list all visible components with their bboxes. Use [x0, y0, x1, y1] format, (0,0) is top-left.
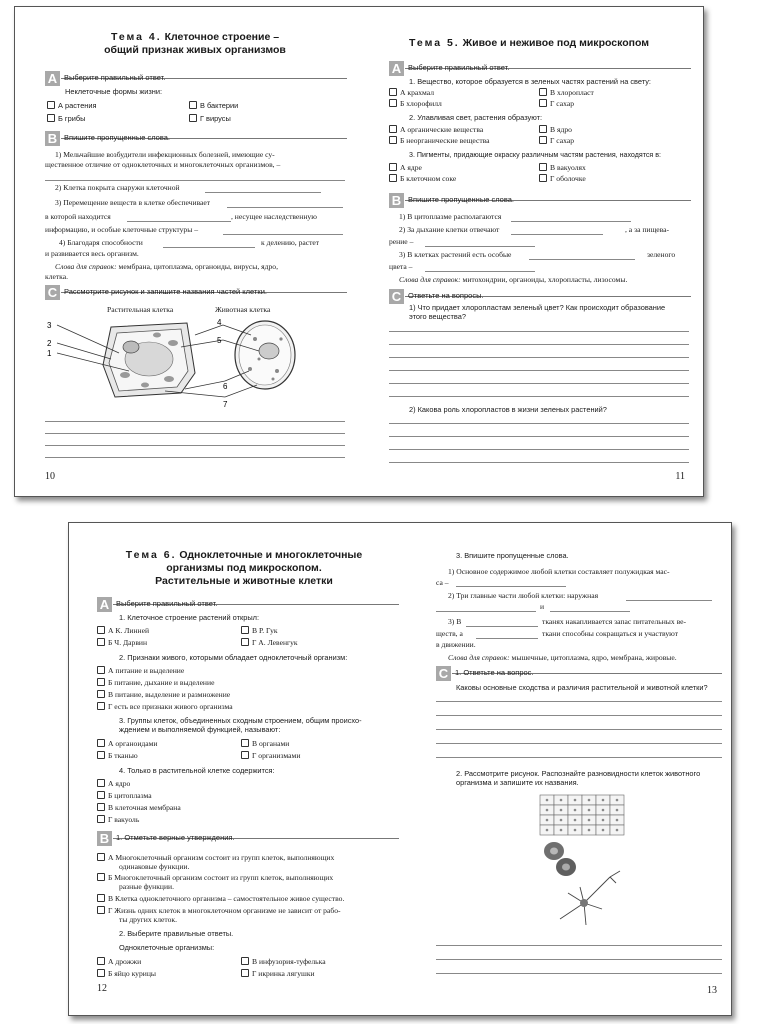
nerve-cell — [560, 871, 620, 925]
answer-line[interactable] — [436, 959, 722, 960]
workbook-spread-pages-12-13 — [68, 522, 732, 1016]
plant-cell-drawing — [103, 323, 195, 397]
option[interactable]: А питание и выделение — [97, 666, 184, 675]
option[interactable]: А крахмал — [389, 88, 434, 97]
callout-4: 4 — [217, 318, 222, 327]
section-b-instruction: Впишите пропущенные слова. — [64, 133, 171, 142]
topic-6-heading — [99, 549, 389, 588]
fill-text-line: 3) В клетках растений есть особые — [399, 250, 512, 259]
answer-blank[interactable] — [626, 600, 712, 601]
question-3: 3. Пигменты, придающие окраску различным частям растения, находятся в: — [409, 151, 661, 159]
checkbox[interactable] — [189, 101, 197, 109]
option[interactable]: Г сахар — [539, 136, 574, 145]
fill-text-line: в которой находится — [45, 212, 111, 221]
option[interactable]: Б тканью — [97, 751, 138, 760]
option[interactable]: Г оболочке — [539, 174, 586, 183]
fill-text-line: тканях накапливается запас питательных ве- — [542, 617, 687, 626]
topic-title-line-2: организмы под микроскопом. — [166, 562, 322, 574]
answer-line[interactable] — [389, 370, 689, 371]
option[interactable]: Г организмами — [241, 751, 300, 760]
page-number: 12 — [97, 983, 107, 994]
question-2: 2. Улавливая свет, растения образуют: — [409, 113, 543, 122]
page-12 — [69, 523, 400, 1015]
option[interactable]: Б неорганические вещества — [389, 136, 490, 145]
fill-text-line: , несущее наследственную — [231, 212, 317, 221]
section-a-badge: A — [97, 597, 112, 612]
topic-title-line-3: Растительные и животные клетки — [155, 575, 333, 587]
plant-cell-label: Растительная клетка — [107, 305, 174, 314]
animal-cell-label: Животная клетка — [215, 305, 271, 314]
answer-blank[interactable] — [425, 246, 535, 247]
workbook-spread-pages-10-11 — [14, 6, 704, 497]
fill-text-line: ткани способны сокращаться и участвуют — [542, 629, 679, 638]
checkbox[interactable] — [47, 114, 55, 122]
page-11 — [359, 7, 703, 496]
option[interactable]: В Р. Гук — [241, 626, 278, 635]
animal-cell-drawing — [235, 321, 295, 389]
section-b-instruction: Впишите пропущенные слова. — [408, 195, 515, 204]
section-a-instruction: Выберите правильный ответ. — [116, 599, 218, 608]
question-1: Каковы основные сходства и различия растительной и животной клетки? — [456, 683, 708, 692]
answer-blank[interactable] — [163, 247, 255, 248]
question-2: 2. Рассмотрите рисунок. Распознайте разновидности клеток животного — [456, 769, 701, 778]
topic-title: Живое и неживое под микроскопом — [462, 37, 650, 49]
option[interactable]: В органами — [241, 739, 289, 748]
answer-line[interactable] — [436, 973, 722, 974]
topic-title-line-2: общий признак живых организмов — [104, 44, 286, 56]
page-13 — [400, 523, 731, 1015]
section-a-badge: A — [389, 61, 404, 76]
section-b-instruction: 1. Отметьте верные утверждения. — [116, 833, 235, 842]
topic-label: Тема 5. — [408, 37, 460, 49]
section-b-badge: B — [97, 831, 112, 846]
question-2: 2. Признаки живого, которыми обладает одноклеточный организм: — [119, 653, 348, 662]
option[interactable]: А ядро — [97, 779, 130, 788]
topic-title-line-1: Клеточное строение – — [164, 31, 280, 43]
section-c-badge: C — [389, 289, 404, 304]
answer-line[interactable] — [45, 433, 345, 434]
section-c-instruction: Ответьте на вопросы. — [408, 291, 484, 300]
callout-1: 1 — [47, 349, 52, 358]
option[interactable]: В клеточная мембрана — [97, 803, 181, 812]
fill-text-line: цвета – — [389, 262, 413, 271]
option[interactable]: Г А. Левенгук — [241, 638, 298, 647]
answer-blank[interactable] — [529, 259, 635, 260]
fill-text-line: 2) Три главные части любой клетки: наружная — [448, 591, 599, 600]
fill-text-line: и — [540, 602, 545, 611]
fill-text-line: 1) Основное содержимое любой клетки составляет полужидкая мас- — [448, 567, 670, 576]
option[interactable]: Г вакуоль — [97, 815, 139, 824]
answer-line[interactable] — [436, 701, 722, 702]
question-3: 3. Впишите пропущенные слова. — [456, 551, 569, 560]
option[interactable]: Б хлорофилл — [389, 99, 442, 108]
answer-line[interactable] — [436, 729, 722, 730]
nerve-cell-body — [580, 899, 588, 907]
section-c — [45, 285, 347, 301]
answer-blank[interactable] — [550, 611, 630, 612]
animal-cells-illustration — [524, 791, 644, 941]
option[interactable]: Б яйцо курицы — [97, 969, 156, 978]
answer-line[interactable] — [389, 357, 689, 358]
fill-text-line: зеленого — [647, 250, 676, 259]
page-number: 11 — [675, 471, 685, 482]
reference-words: Слова для справок: митохондрии, органоиды, хлоропласты, лизосомы. — [399, 275, 628, 284]
answer-line[interactable] — [45, 457, 345, 458]
section-a-instruction: Выберите правильный ответ. — [64, 73, 166, 82]
fill-text-line: са – — [436, 578, 449, 587]
question-2: 2. Выберите правильные ответы. — [119, 929, 234, 938]
callout-2: 2 — [47, 339, 52, 348]
question-text: Неклеточные формы жизни: — [65, 87, 163, 96]
page-number: 13 — [707, 985, 717, 996]
fill-text-line: щественное отличие от одноклеточных и многоклеточных организмов, – — [45, 160, 281, 169]
fill-text-line: 2) Клетка покрыта снаружи клеточной — [55, 183, 180, 192]
question-1: 1) Что придает хлоропластам зеленый цвет? Как происходит образование — [409, 303, 666, 312]
checkbox[interactable] — [189, 114, 197, 122]
statement-a-cont: одинаковые функции. — [119, 862, 190, 871]
option[interactable]: Г есть все признаки живого организма — [97, 702, 233, 711]
option[interactable]: В хлоропласт — [539, 88, 594, 97]
reference-words: Слова для справок: мышечные, цитоплазма, ядро, мембрана, жировые. — [448, 653, 677, 662]
option[interactable]: Г икринка лягушки — [241, 969, 315, 978]
answer-line[interactable] — [389, 462, 689, 463]
section-c-instruction: Рассмотрите рисунок и запишите названия частей клетки. — [64, 287, 267, 296]
option[interactable]: В питание, выделение и размножение — [97, 690, 230, 699]
answer-line[interactable] — [436, 757, 722, 758]
cell-diagram — [45, 313, 335, 411]
option[interactable]: Б питание, дыхание и выделение — [97, 678, 214, 687]
question-4: 4. Только в растительной клетке содержится: — [119, 766, 275, 775]
fill-text-line: 2) За дыхание клетки отвечают — [399, 225, 500, 234]
reference-words: Слова для справок: мембрана, цитоплазма, органоиды, вирусы, ядро, — [55, 262, 278, 271]
answer-line[interactable] — [45, 421, 345, 422]
section-a — [389, 61, 691, 77]
statement-b-cont: разные функции. — [119, 882, 174, 891]
option-a[interactable]: А растения — [47, 101, 97, 110]
answer-line[interactable] — [389, 331, 689, 332]
red-blood-cells — [544, 842, 576, 876]
section-a-instruction: Выберите правильный ответ. — [408, 63, 510, 72]
answer-blank[interactable] — [476, 638, 538, 639]
fill-text-line: 1) В цитоплазме располагаются — [399, 212, 502, 221]
answer-blank[interactable] — [205, 192, 321, 193]
section-a — [45, 71, 347, 87]
option-g[interactable]: Г вирусы — [189, 114, 231, 123]
question-1: 1. Клеточное строение растений открыл: — [119, 613, 260, 622]
callout-7: 7 — [223, 400, 228, 409]
section-b — [97, 831, 399, 847]
fill-text-line: 3) Перемещение веществ в клетке обеспечивает — [55, 198, 211, 207]
fill-text-line: информацию, и особые клеточные структуры – — [45, 225, 198, 234]
option[interactable]: В ядро — [539, 125, 572, 134]
section-c-badge: C — [45, 285, 60, 300]
option[interactable]: Б Ч. Дарвин — [97, 638, 147, 647]
answer-blank[interactable] — [223, 234, 343, 235]
fill-text-line: и развивается весь организм. — [45, 249, 139, 258]
topic-title-line-1: Одноклеточные и многоклеточные — [179, 549, 363, 561]
callout-3: 3 — [47, 321, 52, 330]
answer-line[interactable] — [436, 743, 722, 744]
option[interactable]: В инфузория-туфелька — [241, 957, 326, 966]
option-b[interactable]: Б грибы — [47, 114, 85, 123]
option-v[interactable]: В бактерии — [189, 101, 238, 110]
answer-line[interactable] — [389, 449, 689, 450]
answer-blank[interactable] — [227, 207, 343, 208]
answer-blank[interactable] — [466, 626, 538, 627]
option[interactable]: Б клеточном соке — [389, 174, 456, 183]
page-number: 10 — [45, 471, 55, 482]
answer-line[interactable] — [436, 715, 722, 716]
topic-label: Тема 6. — [125, 549, 177, 561]
checkbox[interactable] — [47, 101, 55, 109]
option[interactable]: В вакуолях — [539, 163, 586, 172]
callout-6: 6 — [223, 382, 228, 391]
fill-text-line: 1) Мельчайшие возбудители инфекционных болезней, имеющие су- — [55, 150, 275, 159]
answer-line[interactable] — [389, 396, 689, 397]
fill-text-line: к делению, растет — [261, 238, 320, 247]
option[interactable]: А К. Линней — [97, 626, 149, 635]
answer-blank[interactable] — [127, 221, 231, 222]
fill-text-line: рение – — [389, 237, 414, 246]
epithelial-tissue — [540, 795, 624, 835]
answer-line[interactable] — [436, 945, 722, 946]
section-c-instruction: 1. Ответьте на вопрос. — [455, 668, 534, 677]
option[interactable]: Б цитоплазма — [97, 791, 152, 800]
option[interactable]: А дрожжи — [97, 957, 141, 966]
section-b — [45, 131, 347, 147]
answer-line[interactable] — [389, 383, 689, 384]
section-c — [436, 666, 722, 682]
statement-b[interactable]: Б Многоклеточный организм состоит из групп клеток, выполняющих — [97, 873, 333, 882]
section-a-badge: A — [45, 71, 60, 86]
answer-line[interactable] — [45, 180, 345, 181]
section-b-badge: B — [45, 131, 60, 146]
option[interactable]: А органические вещества — [389, 125, 483, 134]
answer-blank[interactable] — [425, 271, 535, 272]
answer-line[interactable] — [45, 445, 345, 446]
section-b — [389, 193, 691, 209]
answer-line[interactable] — [389, 423, 689, 424]
question-2-cont: организма и запишите их названия. — [456, 778, 579, 787]
page-10 — [15, 7, 359, 496]
question-1: 1. Вещество, которое образуется в зеленых частях растений на свету: — [409, 77, 651, 86]
fill-text-line: ществ, а — [436, 629, 463, 638]
option[interactable]: А органоидами — [97, 739, 158, 748]
section-b-badge: B — [389, 193, 404, 208]
topic-4-heading — [55, 31, 335, 57]
fill-text-line: 4) Благодаря способности — [59, 238, 143, 247]
statement-v[interactable]: В Клетка одноклеточного организма – самостоятельное живое существо. — [97, 894, 344, 903]
question-2-sub: Одноклеточные организмы: — [119, 943, 215, 952]
question-1-cont: этого вещества? — [409, 312, 466, 321]
answer-line[interactable] — [389, 344, 689, 345]
answer-line[interactable] — [389, 436, 689, 437]
question-3-cont: ждением и выполняемой функцией, называют: — [119, 725, 281, 734]
fill-text-line: , а за пищева- — [625, 225, 670, 234]
question-2: 2) Какова роль хлоропластов в жизни зеленых растений? — [409, 405, 607, 414]
callout-5: 5 — [217, 336, 222, 345]
section-a — [97, 597, 399, 613]
option[interactable]: Г сахар — [539, 99, 574, 108]
reference-words-cont: клетка. — [45, 272, 69, 281]
answer-blank[interactable] — [511, 221, 631, 222]
fill-text-line: 3) В — [448, 617, 462, 626]
statement-g-cont: ты других клеток. — [119, 915, 178, 924]
option[interactable]: А ядре — [389, 163, 422, 172]
question-3: 3. Группы клеток, объединенных сходным строением, общим происхо- — [119, 716, 362, 725]
answer-blank[interactable] — [436, 611, 536, 612]
section-c-badge: C — [436, 666, 451, 681]
answer-blank[interactable] — [456, 586, 566, 587]
statement-g[interactable]: Г Жизнь одних клеток в многоклеточном организме не зависит от рабо- — [97, 906, 341, 915]
statement-a[interactable]: А Многоклеточный организм состоит из групп клеток, выполняющих — [97, 853, 334, 862]
topic-label: Тема 4. — [110, 31, 162, 43]
answer-blank[interactable] — [511, 234, 603, 235]
fill-text-line: в движении. — [436, 640, 476, 649]
topic-5-heading — [379, 37, 679, 50]
